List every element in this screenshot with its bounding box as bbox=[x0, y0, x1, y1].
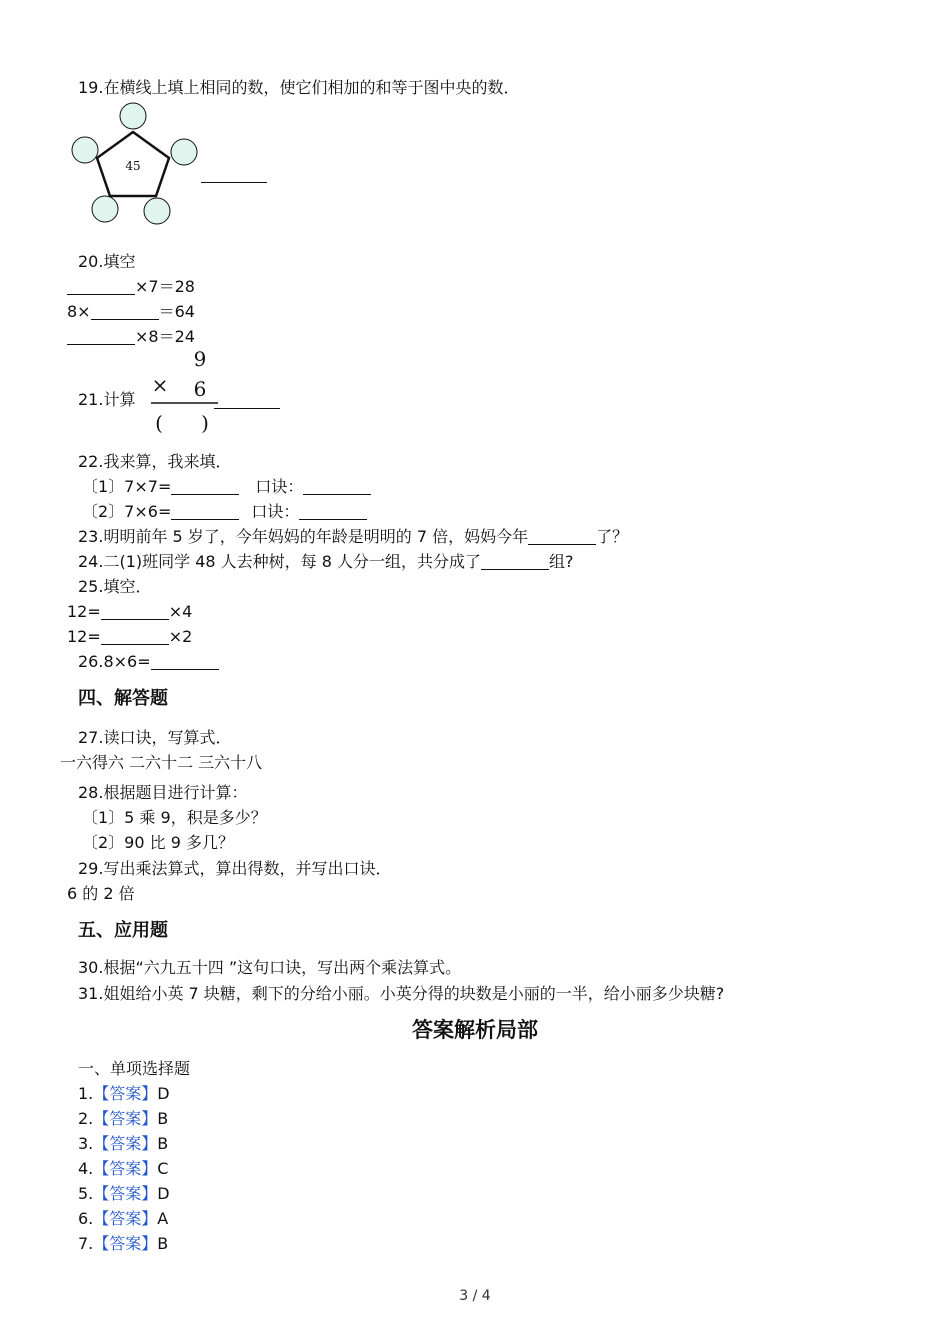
answer-number: 3. bbox=[78, 1134, 94, 1153]
answer-blank[interactable] bbox=[171, 503, 239, 520]
answer-value: C bbox=[157, 1159, 169, 1178]
page-number: 3 / 4 bbox=[459, 1288, 491, 1304]
question-19: 19.在横线上填上相同的数，使它们相加的和等于图中央的数． bbox=[78, 78, 520, 97]
answer-value: B bbox=[157, 1134, 169, 1153]
answer-blank[interactable] bbox=[214, 392, 280, 409]
answer-number: 1. bbox=[78, 1084, 94, 1103]
answer-tag: 【答案】 bbox=[93, 1134, 158, 1153]
question-31: 31.姐姐给小英 7 块糖，剩下的分给小丽。小英分得的块数是小丽的一半，给小丽多少块糖? bbox=[78, 984, 725, 1003]
question-24: 24.二(1)班同学 48 人去种树，每 8 人分一组，共分成了 组? bbox=[78, 552, 574, 571]
question-25: 25.填空． bbox=[78, 577, 152, 596]
answer-value: B bbox=[157, 1109, 169, 1128]
answer-row bbox=[78, 1109, 168, 1129]
answer-blank[interactable] bbox=[101, 628, 169, 645]
answer-blank[interactable] bbox=[67, 278, 135, 295]
q28-part-2: 〔2〕90 比 9 多几？ bbox=[82, 833, 234, 852]
answer-tag: 【答案】 bbox=[93, 1234, 158, 1253]
question-30: 30.根据“六九五十四 ”这句口诀，写出两个乘法算式。 bbox=[78, 958, 462, 977]
answer-number: 2. bbox=[78, 1109, 94, 1128]
answer-blank[interactable] bbox=[101, 603, 169, 620]
question-23: 23.明明前年 5 岁了，今年妈妈的年龄是明明的 7 倍，妈妈今年 了？ bbox=[78, 527, 629, 546]
answer-row bbox=[78, 1234, 168, 1254]
answer-section-title: 答案解析局部 bbox=[412, 1018, 538, 1042]
answer-row bbox=[78, 1159, 168, 1179]
svg-text:6: 6 bbox=[193, 377, 207, 401]
answer-blank[interactable] bbox=[299, 503, 367, 520]
question-22: 22.我来算，我来填． bbox=[78, 452, 232, 471]
section-5-heading: 五、应用题 bbox=[78, 920, 168, 941]
answer-number: 4. bbox=[78, 1159, 94, 1178]
answer-tag: 【答案】 bbox=[93, 1184, 158, 1203]
answer-row bbox=[78, 1134, 168, 1154]
answer-value: D bbox=[157, 1084, 170, 1103]
q28-part-1: 〔1〕5 乘 9，积是多少？ bbox=[82, 808, 267, 827]
q25-line-1: 12= ×4 bbox=[67, 602, 193, 621]
q22-part-2: 〔2〕7×6= 口诀： bbox=[82, 502, 367, 522]
answer-number: 7. bbox=[78, 1234, 94, 1253]
answer-value: D bbox=[157, 1184, 170, 1203]
answer-blank[interactable] bbox=[171, 478, 239, 495]
answer-row bbox=[78, 1209, 168, 1229]
answer-tag: 【答案】 bbox=[93, 1084, 158, 1103]
vertical-multiplication bbox=[148, 346, 218, 438]
answer-tag: 【答案】 bbox=[93, 1159, 158, 1178]
answer-blank[interactable] bbox=[151, 653, 219, 670]
question-28: 28.根据题目进行计算： bbox=[78, 783, 248, 802]
q20-line-3: ×8＝24 bbox=[67, 327, 195, 347]
answer-blank[interactable] bbox=[303, 478, 371, 495]
answer-blank[interactable] bbox=[67, 328, 135, 345]
question-20: 20.填空 bbox=[78, 252, 136, 271]
q22-part-1: 〔1〕7×7= 口诀： bbox=[82, 477, 371, 497]
svg-text:( ): ( ) bbox=[155, 411, 209, 435]
pentagon-figure bbox=[66, 100, 206, 230]
answer-value: B bbox=[157, 1234, 169, 1253]
answer-row bbox=[78, 1084, 170, 1104]
answer-blank[interactable] bbox=[481, 553, 549, 570]
svg-text:×: × bbox=[151, 373, 169, 397]
question-21: 21.计算 bbox=[78, 390, 136, 409]
answer-blank[interactable] bbox=[91, 303, 159, 320]
svg-text:9: 9 bbox=[193, 347, 207, 371]
answer-number: 6. bbox=[78, 1209, 94, 1228]
answer-blank[interactable] bbox=[528, 528, 596, 545]
pentagon-center-number: 45 bbox=[125, 159, 141, 173]
q20-line-2: 8× ＝64 bbox=[67, 302, 195, 321]
question-27: 27.读口诀，写算式． bbox=[78, 728, 232, 747]
answer-tag: 【答案】 bbox=[93, 1109, 158, 1128]
q29-line: 6 的 2 倍 bbox=[67, 884, 135, 903]
answer-blank[interactable] bbox=[201, 166, 267, 183]
section-4-heading: 四、解答题 bbox=[78, 688, 168, 709]
answer-row bbox=[78, 1184, 170, 1204]
answer-number: 5. bbox=[78, 1184, 94, 1203]
q25-line-2: 12= ×2 bbox=[67, 627, 193, 646]
answer-tag: 【答案】 bbox=[93, 1209, 158, 1228]
q20-line-1: ×7＝28 bbox=[67, 277, 195, 297]
question-26: 26.8×6= bbox=[78, 652, 219, 672]
answer-value: A bbox=[157, 1209, 169, 1228]
question-29: 29.写出乘法算式，算出得数，并写出口诀． bbox=[78, 859, 392, 878]
answer-subsection: 一、单项选择题 bbox=[78, 1059, 191, 1078]
q27-formula-line: 一六得六 二六十二 三六十八 bbox=[60, 753, 263, 772]
